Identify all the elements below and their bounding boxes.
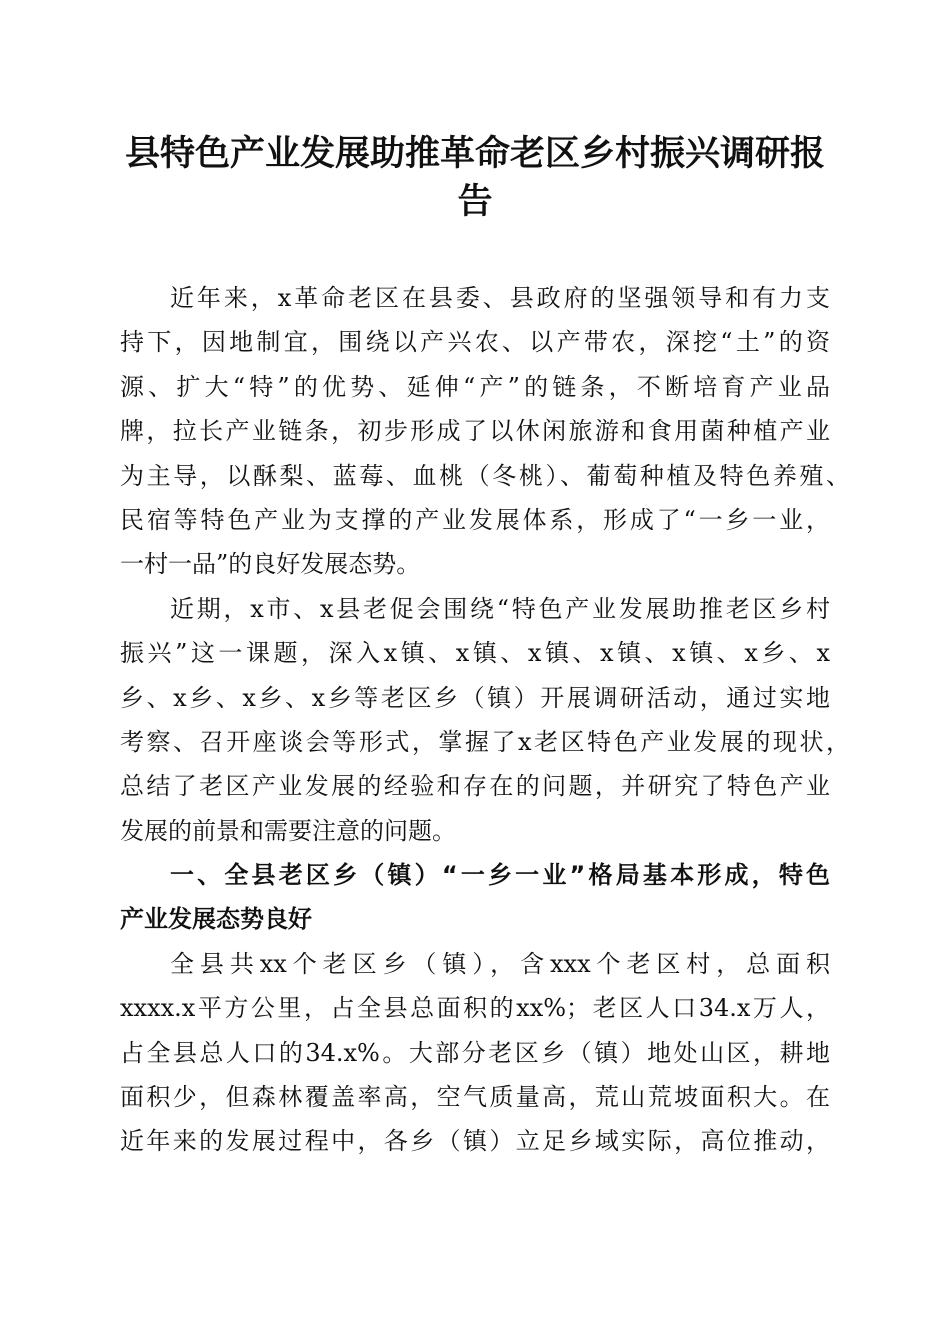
text-line: 源、扩大“特”的优势、延伸“产”的链条，不断培育产业品 bbox=[120, 372, 830, 401]
paragraph-overview bbox=[120, 942, 830, 1164]
heading-line: 一、全县老区乡（镇）“一乡一业”格局基本形成，特色 bbox=[170, 861, 830, 890]
text-line: 发展的前景和需要注意的问题。 bbox=[120, 816, 456, 845]
section-heading-1 bbox=[120, 853, 830, 942]
text-line: 总结了老区产业发展的经验和存在的问题，并研究了特色产业 bbox=[120, 772, 830, 801]
text-line: 考察、召开座谈会等形式，掌握了x老区特色产业发展的现状， bbox=[120, 727, 850, 756]
text-line: 牌，拉长产业链条，初步形成了以休闲旅游和食用菌种植产业 bbox=[120, 417, 830, 446]
text-line: 振兴”这一课题，深入x镇、x镇、x镇、x镇、x镇、x乡、x bbox=[120, 639, 830, 668]
document-title bbox=[100, 130, 850, 226]
text-line: 民宿等特色产业为支撑的产业发展体系，形成了“一乡一业， bbox=[120, 505, 830, 534]
document-body bbox=[120, 276, 850, 1164]
text-line: 近期，x市、x县老促会围绕“特色产业发展助推老区乡村 bbox=[170, 594, 830, 623]
text-line: 为主导，以酥梨、蓝莓、血桃（冬桃）、葡萄种植及特色养殖、 bbox=[120, 461, 850, 490]
text-line: 占全县总人口的34.x%。大部分老区乡（镇）地处山区，耕地 bbox=[120, 1038, 830, 1067]
text-line: 全县共xx个老区乡（镇），含xxx个老区村，总面积 bbox=[170, 949, 830, 978]
text-line: 持下，因地制宜，围绕以产兴农、以产带农，深挖“土”的资 bbox=[120, 328, 830, 357]
heading-line: 产业发展态势良好 bbox=[120, 905, 312, 934]
text-line: xxxx.x平方公里，占全县总面积的xx%；老区人口34.x万人， bbox=[120, 994, 830, 1023]
text-line: 一村一品”的良好发展态势。 bbox=[120, 550, 421, 579]
title-line: 县特色产业发展助推革命老区乡村振兴调研报 bbox=[124, 133, 825, 174]
text-line: 近年来的发展过程中，各乡（镇）立足乡域实际，高位推动， bbox=[120, 1127, 830, 1156]
paragraph-research bbox=[120, 587, 850, 853]
paragraph-intro bbox=[120, 276, 850, 587]
text-line: 乡、x乡、x乡、x乡等老区乡（镇）开展调研活动，通过实地 bbox=[120, 683, 830, 712]
title-line: 告 bbox=[457, 181, 493, 222]
text-line: 面积少，但森林覆盖率高，空气质量高，荒山荒坡面积大。在 bbox=[120, 1083, 830, 1112]
text-line: 近年来，x革命老区在县委、县政府的坚强领导和有力支 bbox=[170, 284, 830, 312]
